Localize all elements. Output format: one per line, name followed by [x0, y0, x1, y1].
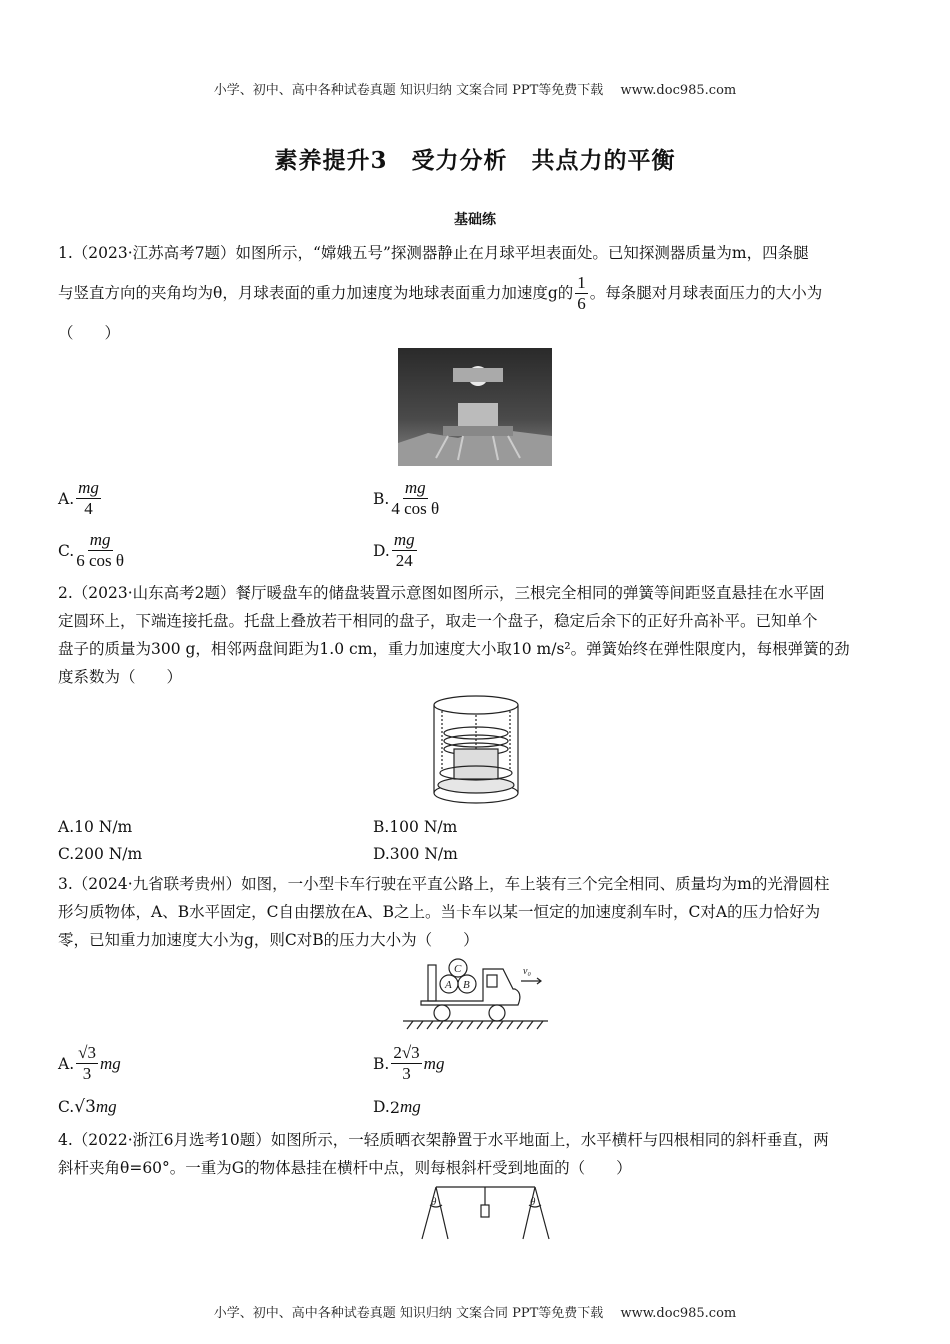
option-suffix: mg — [99, 1053, 121, 1073]
option-label: A. — [58, 489, 75, 508]
q4-line-1: 4.（2022·浙江6月选考10题）如图所示，一轻质晒衣架静置于水平地面上，水平横杆与四根相同的斜杆垂直，两 — [58, 1131, 829, 1149]
frac-num: mg — [404, 478, 426, 497]
option-label: C. — [58, 541, 75, 560]
label-v0: v₀ — [523, 966, 531, 977]
section-badge: 基础练 — [425, 209, 525, 231]
page-title: 素养提升3 受力分析 共点力的平衡 — [274, 147, 676, 174]
frac-num: 1 — [577, 272, 586, 292]
q3-line-2: 形匀质物体，A、B水平固定，C自由摆放在A、B之上。当卡车以某一恒定的加速度刹车时，C对A的压力恰好为 — [58, 903, 821, 921]
option-label: C. — [58, 1098, 75, 1116]
q4-line-2: 斜杆夹角θ=60°。一重为G的物体悬挂在横杆中点，则每根斜杆受到地面的（ ） — [58, 1159, 632, 1177]
option-value: √3 — [74, 1097, 96, 1117]
option-suffix: mg — [400, 1097, 421, 1116]
q1-line-2 — [58, 272, 898, 314]
frac-den: 3 — [402, 1064, 411, 1083]
plate-warmer-diagram — [428, 693, 524, 808]
frac-den: 6 cos θ — [76, 551, 125, 570]
option-label: A. — [58, 1054, 75, 1073]
q1-option-a[interactable] — [58, 478, 103, 519]
truck-diagram — [403, 957, 548, 1032]
frac-den: 4 cos θ — [391, 499, 440, 518]
option-fraction — [76, 1043, 98, 1084]
frac-num: 2√3 — [393, 1043, 420, 1062]
option-label: D. — [373, 1098, 390, 1116]
label-a: A — [445, 979, 452, 991]
option-fraction — [76, 530, 124, 571]
q3-line-1: 3.（2024·九省联考贵州）如图，一小型卡车行驶在平直公路上，车上装有三个完全相同、质量均为m的光滑圆柱 — [58, 875, 830, 893]
q2-line-2: 定圆环上，下端连接托盘。托盘上叠放若干相同的盘子，取走一个盘子，稳定后余下的正好升高补平。已知单个 — [58, 612, 818, 630]
option-fraction — [391, 478, 439, 519]
label-b: B — [463, 979, 470, 991]
q2-line-3: 盘子的质量为300 g，相邻两盘间距为1.0 cm，重力加速度大小取10 m/s²。弹簧始终在弹性限度内，每根弹簧的劲 — [58, 640, 850, 658]
q3-option-d[interactable] — [373, 1097, 421, 1117]
q1-option-d[interactable] — [373, 530, 419, 571]
clothes-rack-diagram — [418, 1183, 553, 1241]
q3-option-b[interactable] — [373, 1043, 444, 1084]
frac-num: mg — [393, 530, 415, 549]
q1-option-c[interactable] — [58, 530, 126, 571]
frac-num: mg — [89, 530, 111, 549]
option-suffix: mg — [95, 1097, 117, 1116]
option-fraction — [392, 530, 417, 571]
q1-option-b[interactable] — [373, 478, 441, 519]
frac-den: 4 — [84, 499, 93, 518]
option-label: D. — [373, 541, 390, 560]
option-fraction — [391, 1043, 421, 1084]
frac-den: 24 — [395, 551, 413, 570]
q3-option-c[interactable] — [58, 1097, 117, 1117]
q1-text: 与竖直方向的夹角均为θ，月球表面的重力加速度为地球表面重力加速度g的 — [58, 284, 574, 302]
q2-option-b[interactable]: B.100 N/m — [373, 818, 458, 836]
option-label: B. — [373, 489, 390, 508]
q2-option-d[interactable]: D.300 N/m — [373, 845, 458, 863]
option-fraction — [76, 478, 101, 519]
q2-option-a[interactable]: A.10 N/m — [58, 818, 133, 836]
q1-answer-blank: （ ） — [58, 324, 121, 342]
frac-den: 3 — [82, 1064, 92, 1083]
theta-right: θ — [530, 1196, 536, 1208]
frac-num: mg — [78, 478, 99, 497]
q2-line-4: 度系数为（ ） — [58, 668, 183, 686]
label-c: C — [454, 963, 462, 975]
theta-left: θ — [431, 1196, 437, 1208]
q2-line-1: 2.（2023·山东高考2题）餐厅暖盘车的储盘装置示意图如图所示，三根完全相同的弹簧等间距竖直悬挂在水平固 — [58, 584, 825, 602]
page-header: 小学、初中、高中各种试卷真题 知识归纳 文案合同 PPT等免费下载 www.doc985.com — [213, 83, 737, 98]
q1-text-end: 。每条腿对月球表面压力的大小为 — [589, 284, 823, 302]
option-label: B. — [373, 1054, 390, 1073]
q3-line-3: 零，已知重力加速度大小为g，则C对B的压力大小为（ ） — [58, 931, 479, 949]
option-suffix: mg — [423, 1053, 445, 1073]
q1-line-1: 1.（2023·江苏高考7题）如图所示，“嫦娥五号”探测器静止在月球平坦表面处。已知探测器质量为m，四条腿 — [58, 244, 809, 262]
q2-option-c[interactable]: C.200 N/m — [58, 845, 143, 863]
q3-option-a[interactable] — [58, 1043, 121, 1084]
option-value: 2 — [389, 1097, 400, 1117]
q1-fraction — [575, 273, 588, 314]
lunar-lander-photo — [398, 348, 552, 466]
frac-den: 6 — [577, 293, 586, 313]
frac-num: √3 — [78, 1043, 96, 1062]
page-footer: 小学、初中、高中各种试卷真题 知识归纳 文案合同 PPT等免费下载 www.doc985.com — [213, 1306, 737, 1321]
